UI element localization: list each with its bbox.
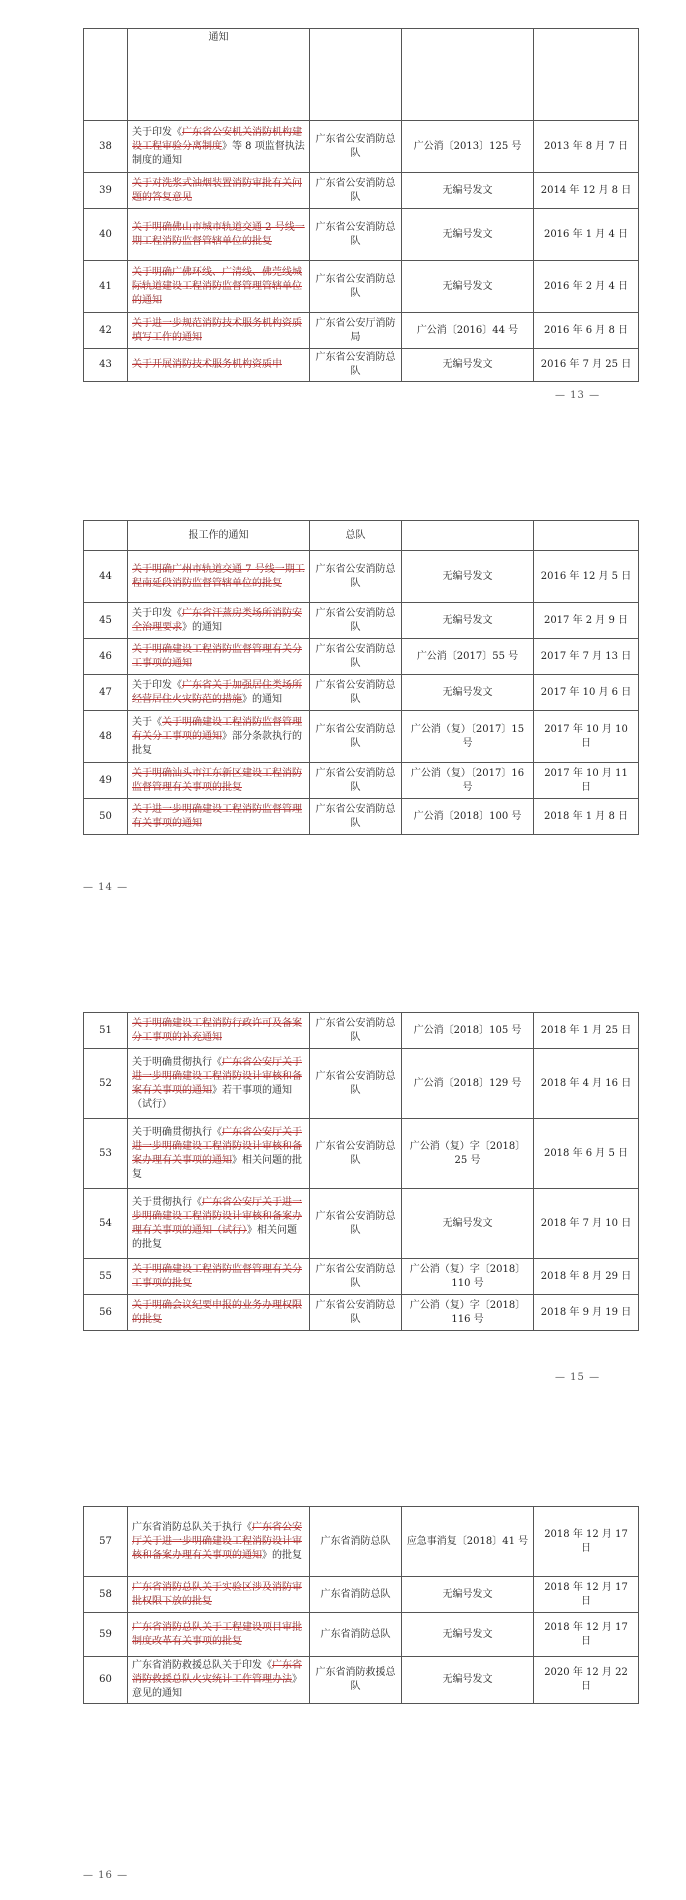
repealed-title-text: 关于开展消防技术服务机构资质申: [132, 359, 282, 370]
repealed-title-text: 关于明确佛山市城市轨道交通 2 号线一期工程消防监督管辖单位的批复: [132, 221, 305, 247]
issuing-authority-cell: 广东省公安消防总队: [310, 763, 402, 799]
table-row: [84, 1259, 639, 1295]
issue-date-cell: 2017 年 2 月 9 日: [534, 603, 639, 639]
issuing-authority-cell: 广东省公安消防总队: [310, 349, 402, 382]
records-table: [83, 28, 639, 382]
document-title-cell: [128, 1189, 310, 1259]
title-text: 》相关问题的批复: [132, 1154, 302, 1180]
issue-date-cell: 2018 年 1 月 8 日: [534, 799, 639, 835]
issue-date-cell: 2017 年 7 月 13 日: [534, 639, 639, 675]
table-row: [84, 349, 639, 382]
issue-date-cell: 2018 年 9 月 19 日: [534, 1295, 639, 1331]
issuing-authority-cell: 广东省公安消防总队: [310, 1049, 402, 1119]
issue-date-cell: 2018 年 8 月 29 日: [534, 1259, 639, 1295]
row-number-cell: 46: [84, 639, 128, 675]
issuing-authority-cell: 总队: [310, 521, 402, 551]
table-row: [84, 1507, 639, 1577]
document-number-cell: 广公消（复）字〔2018〕110 号: [402, 1259, 534, 1295]
issuing-authority-cell: 广东省公安消防总队: [310, 551, 402, 603]
records-table: [83, 520, 639, 835]
table-row: [84, 711, 639, 763]
document-number-cell: 广公消（复）字〔2018〕25 号: [402, 1119, 534, 1189]
title-text: 》意见的通知: [132, 1674, 302, 1699]
title-text: 关于印发《: [132, 679, 182, 691]
issuing-authority-cell: 广东省公安消防总队: [310, 639, 402, 675]
issuing-authority-cell: 广东省公安消防总队: [310, 799, 402, 835]
issue-date-cell: 2018 年 4 月 16 日: [534, 1049, 639, 1119]
repealed-title-text: 关于明确会议纪要申报的业务办理权限的批复: [132, 1299, 302, 1325]
document-number-cell: 无编号发文: [402, 349, 534, 382]
title-text: 广东省消防总队关于执行《: [132, 1521, 252, 1533]
issue-date-cell: 2016 年 12 月 5 日: [534, 551, 639, 603]
issue-date-cell: 2020 年 12 月 22 日: [534, 1657, 639, 1704]
issuing-authority-cell: 广东省公安消防总队: [310, 1013, 402, 1049]
document-number-cell: 广公消〔2013〕125 号: [402, 121, 534, 173]
title-text: 关于印发《: [132, 126, 182, 138]
page-number: — 15 —: [555, 1372, 601, 1383]
table-row: [84, 1657, 639, 1704]
document-number-cell: 无编号发文: [402, 551, 534, 603]
issuing-authority-cell: 广东省公安消防总队: [310, 603, 402, 639]
document-number-cell: 无编号发文: [402, 173, 534, 209]
issue-date-cell: 2018 年 12 月 17 日: [534, 1577, 639, 1613]
title-text: 广东省消防救援总队关于印发《: [132, 1660, 272, 1671]
issuing-authority-cell: 广东省公安消防总队: [310, 1295, 402, 1331]
table-row: [84, 1013, 639, 1049]
document-number-cell: 广公消（复）〔2017〕16 号: [402, 763, 534, 799]
table-row: [84, 1189, 639, 1259]
row-number-cell: [84, 29, 128, 121]
title-text: 关于印发《: [132, 607, 182, 619]
table-row: [84, 1577, 639, 1613]
table-row: [84, 313, 639, 349]
issue-date-cell: 2018 年 12 月 17 日: [534, 1613, 639, 1657]
row-number-cell: 53: [84, 1119, 128, 1189]
issuing-authority-cell: 广东省公安消防总队: [310, 261, 402, 313]
document-title-cell: [128, 1613, 310, 1657]
row-number-cell: 59: [84, 1613, 128, 1657]
document-title-cell: [128, 799, 310, 835]
issuing-authority-cell: 广东省公安消防总队: [310, 121, 402, 173]
repealed-title-text: 广东省公安厅关于进一步明确建设工程消防设计审核和备案办理有关事项的通知: [132, 1521, 302, 1561]
document-title-cell: [128, 173, 310, 209]
table-row: [84, 1295, 639, 1331]
table-row: [84, 29, 639, 121]
repealed-title-text: 广东省消防救援总队火灾统计工作管理办法: [132, 1660, 302, 1685]
table-row: [84, 521, 639, 551]
issue-date-cell: 2016 年 7 月 25 日: [534, 349, 639, 382]
issue-date-cell: 2018 年 1 月 25 日: [534, 1013, 639, 1049]
document-number-cell: [402, 521, 534, 551]
document-title-cell: [128, 209, 310, 261]
repealed-title-text: 广东省公安厅关于进一步明确建设工程消防设计审核和备案办理有关事项的通知（试行）: [132, 1196, 302, 1236]
document-title-cell: [128, 711, 310, 763]
document-number-cell: [402, 29, 534, 121]
repealed-title-text: 广东省消防总队关于工程建设项目审批制度改革有关事项的批复: [132, 1621, 302, 1647]
row-number-cell: 42: [84, 313, 128, 349]
issue-date-cell: [534, 29, 639, 121]
issue-date-cell: 2016 年 1 月 4 日: [534, 209, 639, 261]
row-number-cell: 38: [84, 121, 128, 173]
document-title-cell: [128, 551, 310, 603]
table-row: [84, 799, 639, 835]
document-title-cell: [128, 639, 310, 675]
document-title-cell: [128, 349, 310, 382]
table-row: [84, 1119, 639, 1189]
repealed-title-text: 关于进一步规范消防技术服务机构资质填写工作的通知: [132, 317, 302, 343]
row-number-cell: 48: [84, 711, 128, 763]
issue-date-cell: 2013 年 8 月 7 日: [534, 121, 639, 173]
issuing-authority-cell: 广东省公安消防总队: [310, 1119, 402, 1189]
issuing-authority-cell: 广东省公安消防总队: [310, 675, 402, 711]
row-number-cell: 44: [84, 551, 128, 603]
document-title-cell: [128, 1013, 310, 1049]
table-row: [84, 1049, 639, 1119]
row-number-cell: 56: [84, 1295, 128, 1331]
document-number-cell: 无编号发文: [402, 1613, 534, 1657]
document-number-cell: 应急事消复〔2018〕41 号: [402, 1507, 534, 1577]
repealed-title-text: 关于明确建设工程消防监督管理有关分工事项的批复: [132, 1263, 302, 1289]
page-number: — 14 —: [83, 882, 129, 893]
document-number-cell: 无编号发文: [402, 1189, 534, 1259]
repealed-title-text: 关于进一步明确建设工程消防监督管理有关事项的通知: [132, 803, 302, 829]
row-number-cell: 51: [84, 1013, 128, 1049]
document-title-cell: [128, 1049, 310, 1119]
row-number-cell: 58: [84, 1577, 128, 1613]
issuing-authority-cell: 广东省消防总队: [310, 1507, 402, 1577]
repealed-title-text: 广东省公安机关消防机构建设工程审验分离制度: [132, 126, 302, 152]
title-text: 》的通知: [182, 621, 222, 633]
repealed-title-text: 广东省关于加强居住类场所经营居住火灾防范的措施: [132, 679, 302, 705]
document-number-cell: 广公消〔2016〕44 号: [402, 313, 534, 349]
title-text: 关于贯彻执行《: [132, 1196, 202, 1208]
document-number-cell: 无编号发文: [402, 675, 534, 711]
issuing-authority-cell: 广东省公安消防总队: [310, 173, 402, 209]
repealed-title-text: 广东省公安厅关于进一步明确建设工程消防设计审核和备案有关事项的通知: [132, 1056, 302, 1096]
document-number-cell: 无编号发文: [402, 603, 534, 639]
title-text: 关于《: [132, 716, 162, 728]
table-row: [84, 603, 639, 639]
issuing-authority-cell: 广东省消防总队: [310, 1577, 402, 1613]
document-title-cell: [128, 313, 310, 349]
document-number-cell: 无编号发文: [402, 209, 534, 261]
table-row: [84, 261, 639, 313]
issuing-authority-cell: 广东省公安厅消防局: [310, 313, 402, 349]
document-number-cell: 广公消〔2018〕105 号: [402, 1013, 534, 1049]
table-row: [84, 551, 639, 603]
title-text: 》相关问题的批复: [132, 1224, 297, 1250]
title-text: 关于明确贯彻执行《: [132, 1056, 222, 1068]
row-number-cell: 45: [84, 603, 128, 639]
table-row: [84, 1613, 639, 1657]
repealed-title-text: 关于明确建设工程消防监督管理有关分工事项的通知: [132, 643, 302, 669]
issuing-authority-cell: 广东省公安消防总队: [310, 1189, 402, 1259]
row-number-cell: 43: [84, 349, 128, 382]
repealed-title-text: 关于明确汕头市江东新区建设工程消防监督管理有关事项的批复: [132, 767, 302, 793]
document-number-cell: 广公消〔2018〕100 号: [402, 799, 534, 835]
title-text: 》的批复: [262, 1549, 302, 1561]
row-number-cell: 47: [84, 675, 128, 711]
document-title-cell: [128, 1259, 310, 1295]
issue-date-cell: 2017 年 10 月 11 日: [534, 763, 639, 799]
issuing-authority-cell: 广东省公安消防总队: [310, 209, 402, 261]
row-number-cell: 50: [84, 799, 128, 835]
document-number-cell: 广公消（复）字〔2018〕116 号: [402, 1295, 534, 1331]
issue-date-cell: 2016 年 6 月 8 日: [534, 313, 639, 349]
table-row: [84, 675, 639, 711]
table-row: [84, 173, 639, 209]
page-number: — 16 —: [83, 1870, 129, 1881]
document-number-cell: 广公消〔2018〕129 号: [402, 1049, 534, 1119]
document-title-cell: [128, 521, 310, 551]
document-title-cell: [128, 1507, 310, 1577]
row-number-cell: 52: [84, 1049, 128, 1119]
repealed-title-text: 广东省汗蒸房类场所消防安全治理要求: [132, 607, 302, 633]
document-title-cell: [128, 675, 310, 711]
repealed-title-text: 关于明确建设工程消防监督管理有关分工事项的通知: [132, 716, 302, 742]
title-text: 》若干事项的通知（试行）: [132, 1084, 292, 1110]
document-number-cell: 无编号发文: [402, 1657, 534, 1704]
repealed-title-text: 关于明确建设工程消防行政许可及备案分工事项的补充通知: [132, 1017, 302, 1043]
issuing-authority-cell: 广东省消防总队: [310, 1613, 402, 1657]
document-title-cell: [128, 261, 310, 313]
row-number-cell: 54: [84, 1189, 128, 1259]
table-row: [84, 121, 639, 173]
issuing-authority-cell: 广东省公安消防总队: [310, 1259, 402, 1295]
row-number-cell: 60: [84, 1657, 128, 1704]
document-title-cell: [128, 1657, 310, 1704]
issue-date-cell: 2018 年 6 月 5 日: [534, 1119, 639, 1189]
title-text: 报工作的通知: [188, 529, 249, 541]
row-number-cell: 41: [84, 261, 128, 313]
issue-date-cell: 2014 年 12 月 8 日: [534, 173, 639, 209]
document-number-cell: 无编号发文: [402, 261, 534, 313]
table-row: [84, 639, 639, 675]
document-number-cell: 广公消（复）〔2017〕15 号: [402, 711, 534, 763]
repealed-title-text: 广东省消防总队关于实验区涉及消防审批权限下放的批复: [132, 1581, 302, 1607]
title-text: 关于明确贯彻执行《: [132, 1126, 222, 1138]
row-number-cell: 49: [84, 763, 128, 799]
row-number-cell: [84, 521, 128, 551]
records-table: [83, 1012, 639, 1331]
document-title-cell: [128, 763, 310, 799]
page-number: — 13 —: [555, 390, 601, 401]
row-number-cell: 39: [84, 173, 128, 209]
row-number-cell: 57: [84, 1507, 128, 1577]
document-title-cell: [128, 1119, 310, 1189]
repealed-title-text: 关于明确广佛环线、广清线、佛莞线城际轨道建设工程消防监督管理管辖单位的通知: [132, 266, 302, 306]
issuing-authority-cell: 广东省消防救援总队: [310, 1657, 402, 1704]
issue-date-cell: [534, 521, 639, 551]
document-title-cell: [128, 29, 310, 121]
title-text: 》等 8 项监督执法制度的通知: [132, 140, 305, 166]
issue-date-cell: 2017 年 10 月 6 日: [534, 675, 639, 711]
document-title-cell: [128, 1577, 310, 1613]
repealed-title-text: 关于明确广州市轨道交通 7 号线一期工程南延段消防监督管辖单位的批复: [132, 563, 305, 589]
table-row: [84, 209, 639, 261]
issue-date-cell: 2018 年 12 月 17 日: [534, 1507, 639, 1577]
title-text: 》部分条款执行的批复: [132, 730, 302, 756]
document-number-cell: 无编号发文: [402, 1577, 534, 1613]
repealed-title-text: 关于对洗浆式油烟装置消防审批有关问题的答复意见: [132, 177, 302, 203]
document-title-cell: [128, 603, 310, 639]
document-title-cell: [128, 121, 310, 173]
issue-date-cell: 2016 年 2 月 4 日: [534, 261, 639, 313]
row-number-cell: 55: [84, 1259, 128, 1295]
issue-date-cell: 2018 年 7 月 10 日: [534, 1189, 639, 1259]
issue-date-cell: 2017 年 10 月 10 日: [534, 711, 639, 763]
document-title-cell: [128, 1295, 310, 1331]
document-number-cell: 广公消〔2017〕55 号: [402, 639, 534, 675]
records-table: [83, 1506, 639, 1704]
issuing-authority-cell: [310, 29, 402, 121]
table-row: [84, 763, 639, 799]
title-text: 通知: [208, 32, 229, 43]
row-number-cell: 40: [84, 209, 128, 261]
issuing-authority-cell: 广东省公安消防总队: [310, 711, 402, 763]
title-text: 》的通知: [242, 693, 282, 705]
repealed-title-text: 广东省公安厅关于进一步明确建设工程消防设计审核和备案办理有关事项的通知: [132, 1126, 302, 1166]
